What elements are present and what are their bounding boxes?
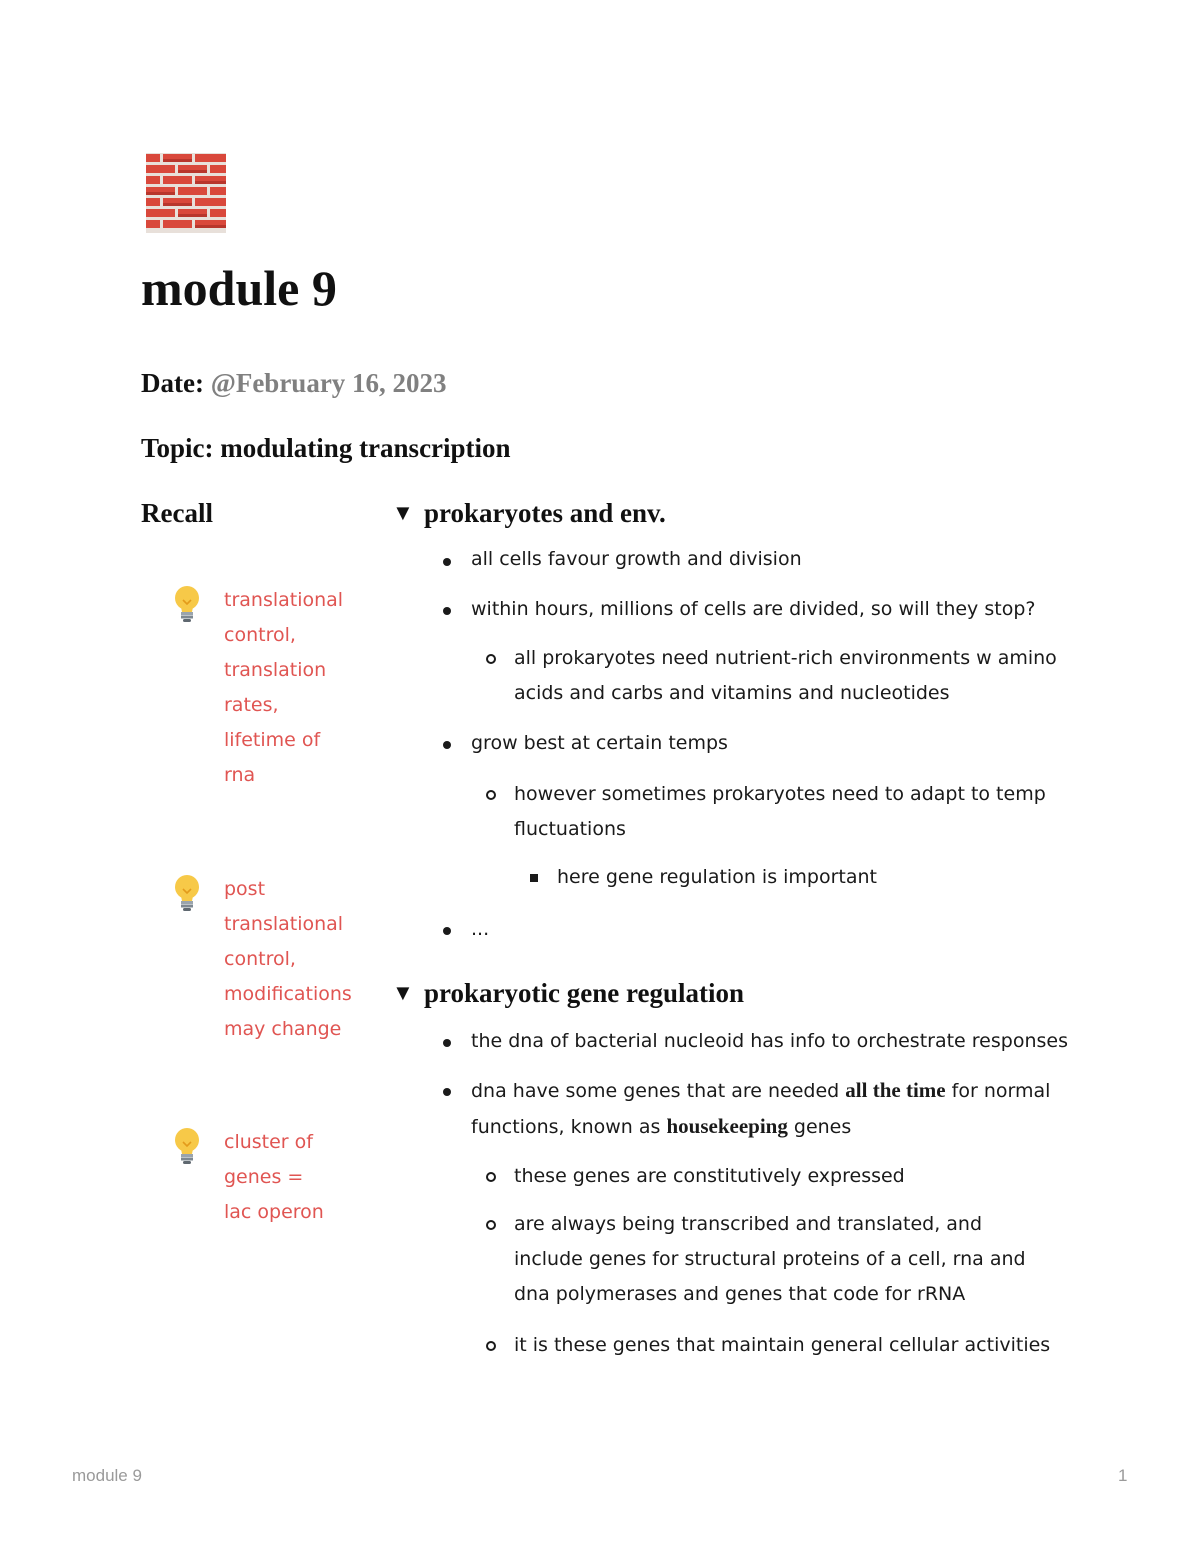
bullet-icon [443,607,451,615]
bullet-icon [443,558,451,566]
brick-icon [146,153,226,233]
list-item: grow best at certain temps [471,732,728,754]
bold-text: housekeeping [666,1114,788,1138]
topic-property [141,430,511,466]
circle-bullet-icon [486,1172,496,1182]
page-number: 1 [1118,1466,1128,1485]
list-item: all cells favour growth and division [471,548,802,570]
list-item: ... [471,918,490,940]
circle-bullet-icon [486,1220,496,1230]
bullet-icon [443,741,451,749]
list-item: it is these genes that maintain general cellular activities [514,1334,1051,1356]
list-item: however sometimes prokaryotes need to adapt to temp fluctuations [514,783,1046,840]
triangle-down-icon[interactable]: ▼ [392,980,414,1005]
circle-bullet-icon [486,790,496,800]
callout-text: cluster of genes = lac operon [224,1131,324,1223]
list-item: dna have some genes that are needed all the time for normal functions, known as housekeeping genes [471,1078,1051,1138]
triangle-down-icon[interactable]: ▼ [392,500,414,525]
section-title: prokaryotic gene regulation [424,978,744,1008]
lightbulb-icon [170,583,204,623]
recall-heading: Recall [141,498,213,528]
list-item: these genes are constitutively expressed [514,1165,905,1187]
square-bullet-icon [530,874,538,882]
list-item: all prokaryotes need nutrient-rich environments w amino acids and carbs and vitamins and nucleotides [514,647,1057,704]
lightbulb-icon [170,872,204,912]
callout-text: translational control, translation rates, lifetime of rna [224,589,344,786]
list-item: within hours, millions of cells are divided, so will they stop? [471,598,1036,620]
topic-value: modulating transcription [220,433,511,463]
date-property [141,365,447,401]
bullet-icon [443,1088,451,1096]
toggle-heading[interactable] [392,975,744,1011]
list-item: here gene regulation is important [557,866,878,888]
bullet-icon [443,927,451,935]
callout-text: post translational control, modifications may change [224,878,352,1040]
footer-title: module 9 [72,1466,142,1485]
bullet-icon [443,1039,451,1047]
list-item: the dna of bacterial nucleoid has info to orchestrate responses [471,1030,1068,1052]
topic-label: Topic: [141,433,214,463]
bold-text: all the time [845,1078,946,1102]
date-value[interactable]: @February 16, 2023 [210,368,447,398]
toggle-heading[interactable] [392,495,666,531]
section-title: prokaryotes and env. [424,498,666,528]
list-item: are always being transcribed and translated, and include genes for structural proteins of a cell, rna and dna polymerases and genes that code for rRNA [514,1213,1026,1305]
circle-bullet-icon [486,1341,496,1351]
date-label: Date: [141,368,204,398]
circle-bullet-icon [486,654,496,664]
lightbulb-icon [170,1125,204,1165]
page-title: module 9 [141,260,337,316]
